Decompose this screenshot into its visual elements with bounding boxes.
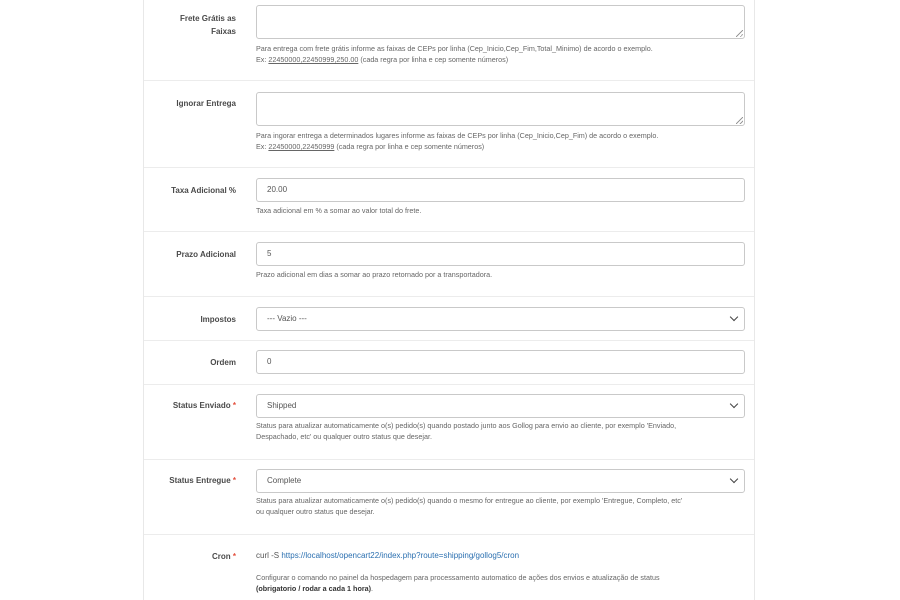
- impostos-selected-value: --- Vazio ---: [267, 314, 307, 323]
- impostos-select[interactable]: [256, 307, 745, 331]
- frete-gratis-help-text: Para entrega com frete grátis informe as faixas de CEPs por linha (Cep_Inicio,Cep_Fim,Total_Minimo) de acordo o exemplo.: [256, 44, 653, 53]
- frete-gratis-label: [146, 12, 236, 38]
- status-enviado-label: [146, 399, 236, 412]
- prazo-adicional-label: Prazo Adicional: [176, 250, 236, 259]
- chevron-down-icon: [730, 313, 738, 321]
- required-mark: *: [232, 552, 236, 561]
- ignorar-entrega-example-suffix: (cada regra por linha e cep somente números): [336, 142, 485, 151]
- cron-help: [256, 572, 751, 594]
- status-entregue-label-text: Status Entregue: [169, 476, 231, 485]
- taxa-adicional-label: Taxa Adicional %: [171, 186, 236, 195]
- ignorar-entrega-help: [256, 130, 751, 152]
- frete-gratis-example-suffix: (cada regra por linha e cep somente números): [360, 55, 509, 64]
- taxa-adicional-input[interactable]: 20.00: [256, 178, 745, 202]
- cron-help-line1: Configurar o comando no painel da hospedagem para processamento automatico de ações dos envios e atualização de status: [256, 573, 660, 582]
- ignorar-entrega-help-text: Para ingorar entrega a determinados lugares informe as faixas de CEPs por linha (Cep_Inicio,Cep_Fim) de acordo o exemplo.: [256, 131, 659, 140]
- chevron-down-icon: [730, 475, 738, 483]
- ordem-label: Ordem: [210, 358, 236, 367]
- status-enviado-label-text: Status Enviado: [172, 401, 231, 410]
- cron-command: [256, 550, 519, 562]
- status-entregue-select[interactable]: [256, 469, 745, 493]
- cron-label: [146, 550, 236, 563]
- cron-url-link[interactable]: https://localhost/opencart22/index.php?route=shipping/gollog5/cron: [281, 551, 520, 560]
- taxa-adicional-help: Taxa adicional em % a somar ao valor total do frete.: [256, 206, 422, 215]
- status-enviado-help-line2: Despachado, etc' ou qualquer outro status que desejar.: [256, 432, 432, 441]
- cron-label-text: Cron: [211, 552, 231, 561]
- status-enviado-selected-value: Shipped: [267, 401, 297, 410]
- cron-command-prefix: curl -S: [256, 551, 280, 560]
- status-entregue-selected-value: Complete: [267, 476, 302, 485]
- cron-help-bold: (obrigatorio / rodar a cada 1 hora): [256, 584, 372, 593]
- frete-gratis-label-line1: Frete Grátis as: [179, 14, 236, 23]
- impostos-label: Impostos: [200, 315, 236, 324]
- row-divider: [144, 340, 754, 341]
- row-divider: [144, 231, 754, 232]
- frete-gratis-textarea[interactable]: [256, 5, 745, 39]
- resize-grip-icon[interactable]: [736, 30, 743, 37]
- prazo-adicional-help: Prazo adicional em dias a somar ao prazo retornado por a transportadora.: [256, 270, 493, 279]
- row-divider: [144, 384, 754, 385]
- ignorar-entrega-label: Ignorar Entrega: [176, 99, 236, 108]
- status-enviado-select[interactable]: [256, 394, 745, 418]
- status-entregue-help-line1: Status para atualizar automaticamente o(s) pedido(s) quando o mesmo for entregue ao cliente, por exemplo 'Entregue, Completo, etc': [256, 496, 683, 505]
- ignorar-entrega-textarea[interactable]: [256, 92, 745, 126]
- cron-help-end: .: [371, 584, 374, 593]
- frete-gratis-label-line2: Faixas: [211, 27, 236, 36]
- row-divider: [144, 80, 754, 81]
- ignorar-entrega-example-value: 22450000,22450999: [268, 142, 335, 151]
- row-divider: [144, 296, 754, 297]
- frete-gratis-example-prefix: Ex:: [256, 55, 267, 64]
- status-entregue-label: [146, 474, 236, 487]
- required-mark: *: [232, 476, 236, 485]
- settings-form-panel: [143, 0, 755, 600]
- status-enviado-help-line1: Status para atualizar automaticamente o(s) pedido(s) quando postado junto aos Gollog para envio ao cliente, por exemplo 'Enviado,: [256, 421, 677, 430]
- status-entregue-help-line2: ou qualquer outro status que desejar.: [256, 507, 375, 516]
- frete-gratis-help: [256, 43, 751, 65]
- chevron-down-icon: [730, 400, 738, 408]
- resize-grip-icon[interactable]: [736, 117, 743, 124]
- frete-gratis-example-value: 22450000,22450999,250.00: [268, 55, 359, 64]
- status-enviado-help: [256, 420, 751, 442]
- row-divider: [144, 167, 754, 168]
- prazo-adicional-input[interactable]: 5: [256, 242, 745, 266]
- required-mark: *: [232, 401, 236, 410]
- ignorar-entrega-example-prefix: Ex:: [256, 142, 267, 151]
- row-divider: [144, 534, 754, 535]
- row-divider: [144, 459, 754, 460]
- ordem-input[interactable]: 0: [256, 350, 745, 374]
- status-entregue-help: [256, 495, 751, 517]
